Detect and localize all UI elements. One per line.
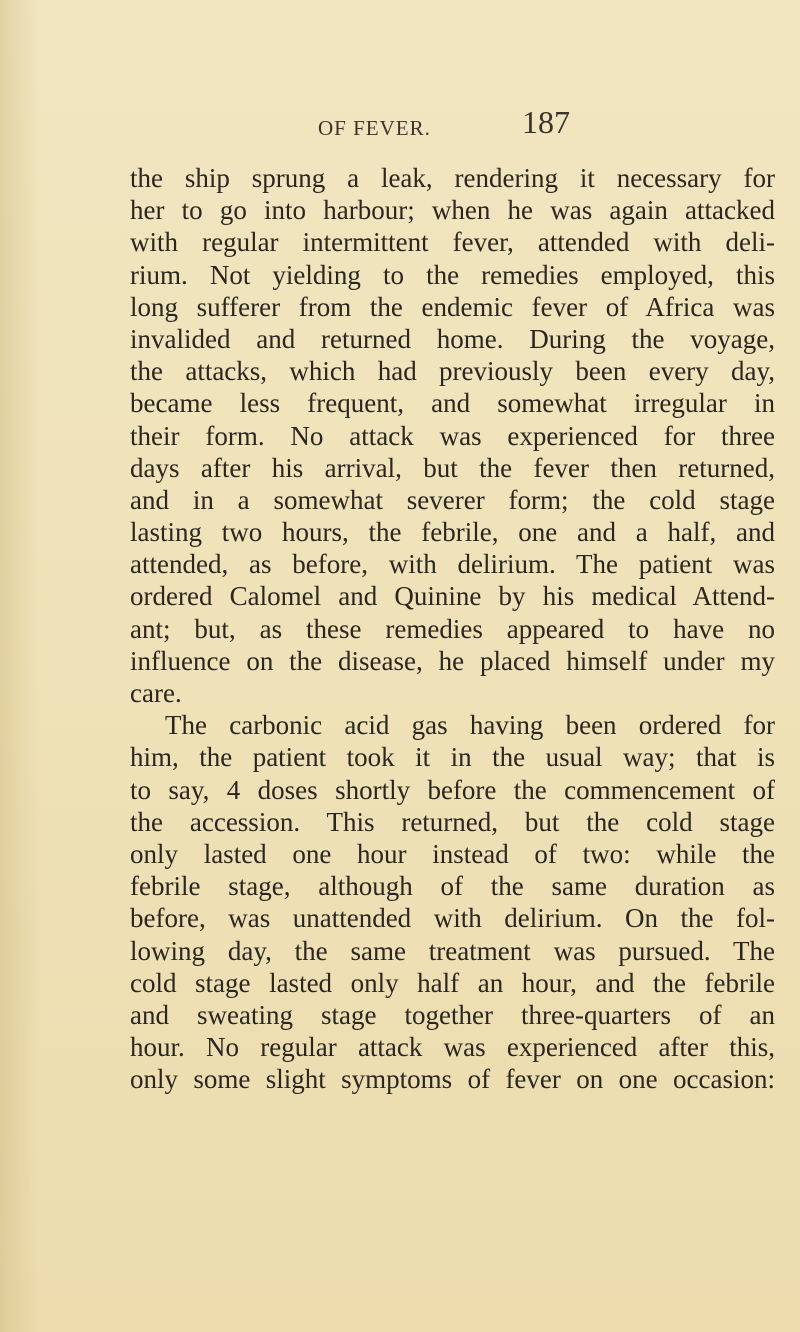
text-line: the ship sprung a leak, rendering it necessary for [130, 163, 775, 193]
text-line: febrile stage, although of the same duration as [130, 871, 775, 902]
text-line: her to go into harbour; when he was again attacked [130, 195, 775, 226]
body-text [130, 162, 775, 1095]
text-line: long sufferer from the endemic fever of Africa was [130, 291, 775, 322]
text-line: lasting two hours, the febrile, one and a half, and [130, 517, 775, 548]
text-line: became less frequent, and somewhat irregular in [130, 388, 775, 419]
page-number: 187 [522, 104, 570, 140]
text-line: with regular intermittent fever, attended with deli- [130, 227, 775, 258]
text-line: cold stage lasted only half an hour, and the febrile [130, 967, 775, 998]
text-line: influence on the disease, he placed himself under my [130, 645, 775, 676]
text-line: care. [130, 678, 182, 708]
text-line: the attacks, which had previously been every day, [130, 356, 775, 387]
text-line: lowing day, the same treatment was pursued. The [130, 935, 775, 966]
text-line: only lasted one hour instead of two: while the [130, 838, 775, 869]
text-line: and sweating stage together three-quarters of an [130, 999, 775, 1030]
paragraph-start-line: The carbonic acid gas having been ordered for [165, 710, 775, 741]
text-line: to say, 4 doses shortly before the commencement of [130, 774, 775, 805]
text-line: rium. Not yielding to the remedies employed, this [130, 259, 775, 290]
running-head: OF FEVER. [318, 116, 431, 140]
text-line: their form. No attack was experienced for three [130, 420, 775, 451]
text-line: ordered Calomel and Quinine by his medical Attend- [130, 581, 775, 612]
text-line: only some slight symptoms of fever on one occasion: [130, 1064, 775, 1095]
text-line: days after his arrival, but the fever then returned, [130, 452, 775, 483]
text-line: him, the patient took it in the usual way; that is [130, 742, 775, 773]
text-line: attended, as before, with delirium. The patient was [130, 549, 775, 580]
page-header [0, 98, 800, 138]
text-line: hour. No regular attack was experienced after this, [130, 1032, 775, 1063]
text-line: invalided and returned home. During the voyage, [130, 323, 775, 354]
text-line: and in a somewhat severer form; the cold stage [130, 484, 775, 515]
text-line: before, was unattended with delirium. On the fol- [130, 903, 775, 934]
text-line: the accession. This returned, but the cold stage [130, 806, 775, 837]
text-line: ant; but, as these remedies appeared to have no [130, 613, 775, 644]
